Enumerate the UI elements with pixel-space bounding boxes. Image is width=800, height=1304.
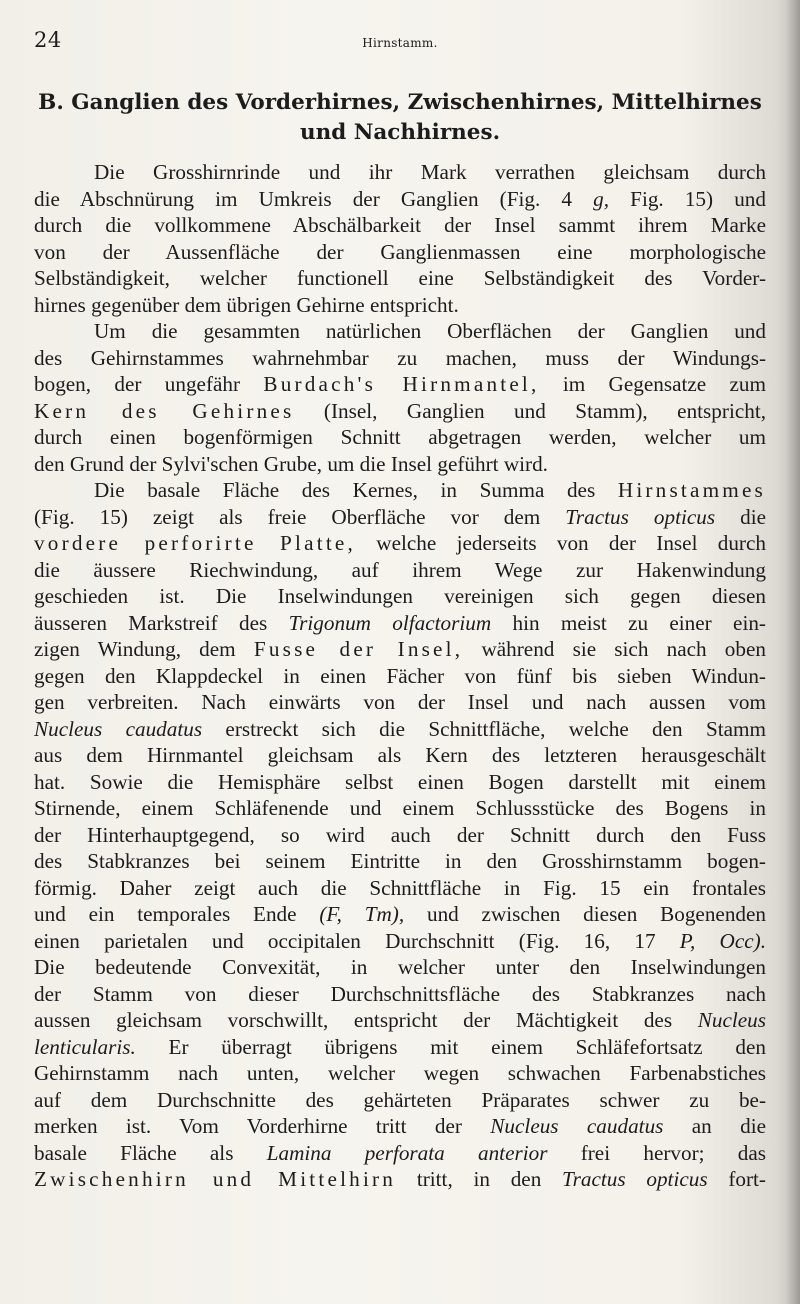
text-line: bogen, der ungefähr Burdach's Hirnmantel, im Gegensatze zum [34,372,766,396]
text-line: aus dem Hirnmantel gleichsam als Kern des letzteren herausgeschält [34,743,766,767]
section-heading-line-1: B. Ganglien des Vorderhirnes, Zwischenhirnes, Mittelhirnes [38,90,762,115]
text-line: von der Aussenfläche der Ganglienmassen eine morphologische [34,239,766,264]
text-line: Die bedeutende Convexität, in welcher unter den Inselwindungen [34,955,766,979]
text-line: Gehirnstamm nach unten, welcher wegen schwachen Farbenabstiches [34,1061,766,1085]
text-line: durch die vollkommene Abschälbarkeit der Insel sammt ihrem Marke [34,213,766,237]
text-line: Zwischenhirn und Mittelhirn tritt, in den Tractus opticus fort- [34,1167,766,1191]
text-line: Um die gesammten natürlichen Oberflächen der Ganglien und [94,319,766,343]
text-line: einen parietalen und occipitalen Durchschnitt (Fig. 16, 17 P, Occ). [34,928,767,953]
text-line: Nucleus caudatus erstreckt sich die Schnittfläche, welche den Stamm [34,716,766,741]
text-line: äusseren Markstreif des Trigonum olfactorium hin meist zu einer ein- [34,610,766,635]
text-line: den Grund der Sylvi'schen Grube, um die Insel geführt wird. [34,451,548,476]
text-line: die Abschnürung im Umkreis der Ganglien (Fig. 4 g, Fig. 15) und [34,186,766,211]
text-line: Die Grosshirnrinde und ihr Mark verrathen gleichsam durch [94,160,766,184]
text-line: basale Fläche als Lamina perforata anterior frei hervor; das [34,1140,767,1165]
text-line: Die basale Fläche des Kernes, in Summa des Hirnstammes [94,478,766,502]
text-line: aussen gleichsam vorschwillt, entspricht der Mächtigkeit des Nucleus [34,1008,766,1032]
text-line: förmig. Daher zeigt auch die Schnittfläche in Fig. 15 ein frontales [34,875,766,900]
page-header [34,28,766,58]
text-line: Selbständigkeit, welcher functionell eine Selbständigkeit des Vorder- [34,266,766,290]
section-heading-line-2: und Nachhirnes. [299,120,501,145]
text-line: hirnes gegenüber dem übrigen Gehirne entspricht. [34,292,459,317]
body-text [34,159,766,1193]
text-line: vordere perforirte Platte, welche jederseits von der Insel durch [34,531,766,555]
page-number: 24 [34,28,62,52]
section-heading [34,88,766,148]
text-line: geschieden ist. Die Inselwindungen vereinigen sich gegen diesen [34,584,766,608]
text-line: auf dem Durchschnitte des gehärteten Präparates schwer zu be- [34,1087,766,1112]
text-line: durch einen bogenförmigen Schnitt abgetragen werden, welcher um [34,425,766,449]
text-line: und ein temporales Ende (F, Tm), und zwischen diesen Bogenenden [34,902,767,926]
text-line: Stirnende, einem Schläfenende und einem Schlussstücke des Bogens in [34,796,766,820]
text-line: des Gehirnstammes wahrnehmbar zu machen, muss der Windungs- [34,345,766,370]
text-line: lenticularis. Er überragt übrigens mit einem Schläfefortsatz den [34,1034,766,1059]
text-line: gegen den Klappdeckel in einen Fächer von fünf bis sieben Windun- [34,663,766,688]
running-head: Hirnstamm. [362,36,438,50]
text-line: (Fig. 15) zeigt als freie Oberfläche vor dem Tractus opticus die [34,504,767,529]
text-line: hat. Sowie die Hemisphäre selbst einen Bogen darstellt mit einem [34,769,766,794]
text-line: merken ist. Vom Vorderhirne tritt der Nucleus caudatus an die [34,1114,767,1138]
text-line: die äussere Riechwindung, auf ihrem Wege zur Hakenwindung [34,557,766,582]
text-line: des Stabkranzes bei seinem Eintritte in den Grosshirnstamm bogen- [34,849,766,873]
text-line: der Stamm von dieser Durchschnittsfläche des Stabkranzes nach [34,981,766,1006]
text-line: gen verbreiten. Nach einwärts von der Insel und nach aussen vom [34,690,766,714]
text-line: Kern des Gehirnes (Insel, Ganglien und Stamm), entspricht, [34,398,767,423]
page-edge-shadow [786,0,800,1304]
text-line: zigen Windung, dem Fusse der Insel, während sie sich nach oben [34,637,766,661]
text-line: der Hinterhauptgegend, so wird auch der Schnitt durch den Fuss [34,822,766,847]
